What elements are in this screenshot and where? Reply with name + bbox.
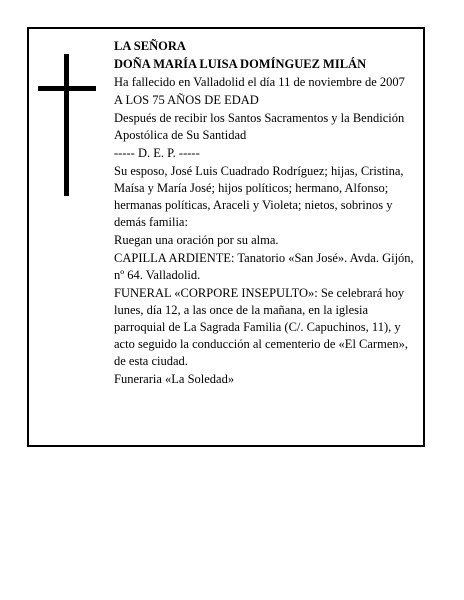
title-line-1: LA SEÑORA <box>114 39 186 53</box>
family: Su esposo, José Luis Cuadrado Rodríguez; hijas, Cristina, Maísa y María José; hijos políticos; hermano, Alfonso; hermanas políticas, Araceli y Violeta; nietos, sobrinos y demás familia: <box>114 164 404 229</box>
funeral-info: FUNERAL «CORPORE INSEPULTO»: Se celebrará hoy lunes, día 12, a las once de la mañana, en la iglesia parroquial de La Sagrada Familia (C/. Capuchinos, 11), y acto seguido la conducción al cementerio de «El Carmen», de esta ciudad. <box>114 286 408 368</box>
cross-vertical-bar <box>64 54 69 196</box>
cross-horizontal-bar <box>38 86 96 91</box>
death-info: Ha fallecido en Valladolid el día 11 de noviembre de 2007 <box>114 75 405 89</box>
chapel-info: CAPILLA ARDIENTE: Tanatorio «San José». Avda. Gijón, nº 64. Valladolid. <box>114 251 414 282</box>
deceased-name: DOÑA MARÍA LUISA DOMÍNGUEZ MILÁN <box>114 57 367 71</box>
sacraments: Después de recibir los Santos Sacramentos y la Bendición Apostólica de Su Santidad <box>114 111 405 142</box>
funeral-home: Funeraria «La Soledad» <box>114 372 235 386</box>
age: A LOS 75 AÑOS DE EDAD <box>114 93 259 107</box>
rip-line: ----- D. E. P. ----- <box>114 146 200 160</box>
cross-icon <box>38 54 96 196</box>
prayer-request: Ruegan una oración por su alma. <box>114 233 279 247</box>
notice-text <box>114 38 414 389</box>
